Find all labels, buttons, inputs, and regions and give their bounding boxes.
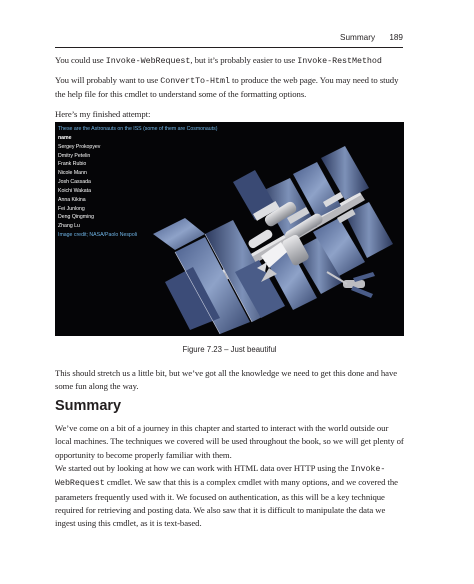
astronaut-name: Sergey Prokopyev <box>58 143 101 150</box>
figure-heading: These are the Astronauts on the ISS (some of them are Cosmonauts) <box>58 126 218 132</box>
running-head-section: Summary <box>340 33 376 42</box>
running-head <box>55 33 403 45</box>
astronaut-name: Anna Kikina <box>58 196 86 203</box>
code-convertto-html: ConvertTo-Html <box>160 76 230 86</box>
image-credit: Image credit; NASA/Paolo Nespoli <box>58 232 138 239</box>
paragraph-convertto-html: You will probably want to use ConvertTo-Html to produce the web page. You may need to study the help file for this cmdlet to understand some of the formatting options. <box>55 75 399 100</box>
figure-webpage-text <box>58 125 258 240</box>
header-rule <box>55 47 403 48</box>
paragraph-finished-attempt: Here’s my finished attempt: <box>55 109 151 119</box>
figure-iss-webpage <box>55 122 404 336</box>
astronaut-name: Josh Cassada <box>58 179 91 186</box>
code-invoke-webrequest: Invoke-WebRequest <box>105 56 191 66</box>
code-invoke-webrequest: Invoke-WebRequest <box>55 464 386 489</box>
paragraph-stretch: This should stretch us a little bit, but we’ve got all the knowledge we need to get this done and have some fun along the way. <box>55 368 398 392</box>
paragraph-invoke-options: You could use Invoke-WebRequest, but it’s probably easier to use Invoke-RestMethod <box>55 55 382 66</box>
astronaut-name: Zhang Lu <box>58 223 80 230</box>
astronaut-name: Nicole Mann <box>58 170 87 177</box>
figure-column-header: name <box>58 134 72 141</box>
astronaut-name: Deng Qingming <box>58 214 95 221</box>
paragraph-started-out: We started out by looking at how we can work with HTML data over HTTP using the Invoke-WebRequest cmdlet. We saw that this is a complex cmdlet with many options, and we covered the parameters frequently used with it. We focused on authentication, as this will be a key technique required for retrieving and posting data. We also saw that it is difficult to manipulate the data we ingest using this cmdlet, as it is text-based. <box>55 463 398 529</box>
summary-heading: Summary <box>55 398 122 414</box>
astronaut-name: Dmitry Petelin <box>58 152 91 159</box>
page-number: 189 <box>389 33 403 42</box>
code-invoke-restmethod: Invoke-RestMethod <box>297 56 382 66</box>
figure-caption: Figure 7.23 – Just beautiful <box>182 345 277 354</box>
paragraph-journey: We’ve come on a bit of a journey in this chapter and started to interact with the world outside our local machines. The techniques we covered will be used throughout the book, so we will get plenty of opportunity to become properly familiar with them. <box>55 423 404 460</box>
astronaut-name: Fei Junlong <box>58 205 85 212</box>
astronaut-list <box>58 143 258 231</box>
astronaut-name: Frank Rubio <box>58 161 87 168</box>
astronaut-name: Koichi Wakata <box>58 187 91 194</box>
